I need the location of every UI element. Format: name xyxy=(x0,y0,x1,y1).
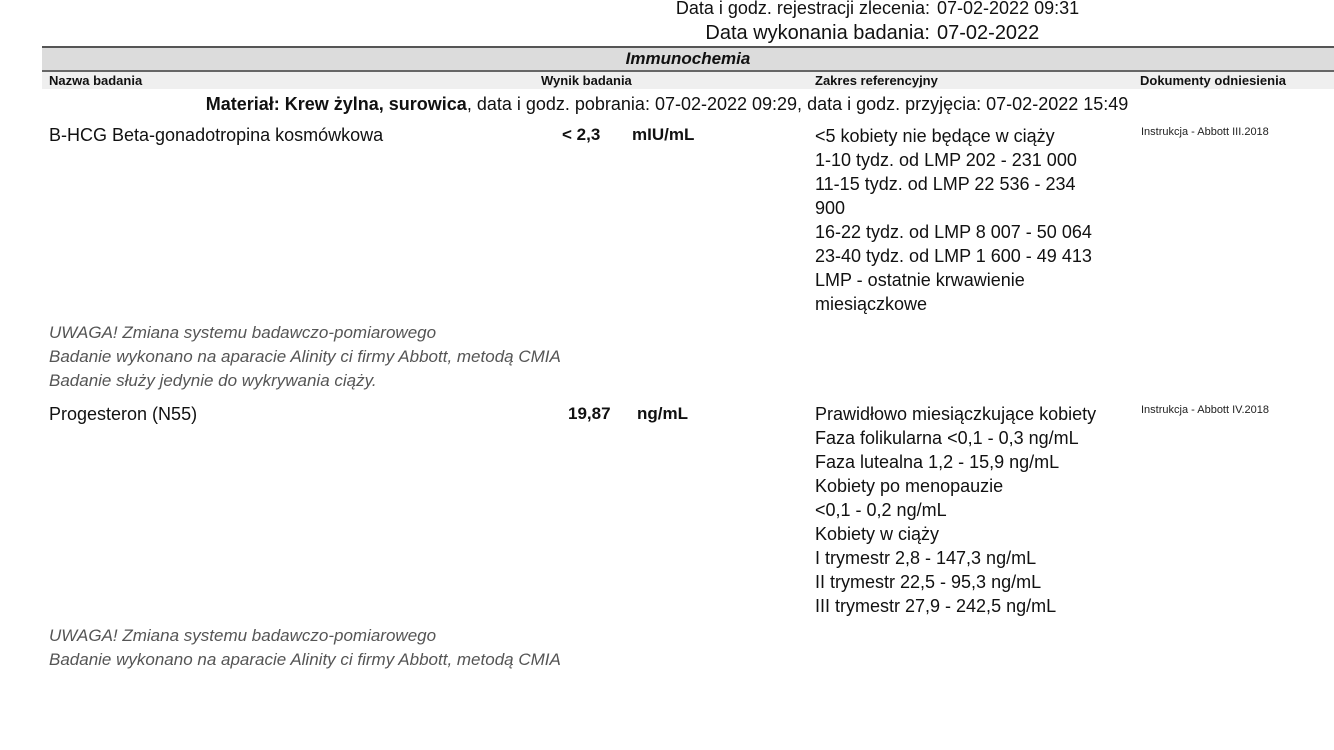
note-line: Badanie służy jedynie do wykrywania ciąży. xyxy=(49,371,377,390)
execution-value: 07-02-2022 xyxy=(937,22,1040,44)
reference-line: <5 kobiety nie będące w ciąży xyxy=(815,126,1055,146)
note-line: Badanie wykonano na aparacie Alinity ci firmy Abbott, metodą CMIA xyxy=(49,650,561,669)
column-header-documents: Dokumenty odniesienia xyxy=(1140,73,1286,88)
column-header-row xyxy=(42,72,1334,89)
reference-line: Kobiety w ciąży xyxy=(815,524,940,544)
execution-row xyxy=(0,21,1334,45)
test-result-unit: ng/mL xyxy=(637,404,688,423)
reference-line: Prawidłowo miesiączkujące kobiety xyxy=(815,404,1097,424)
section-title: Immunochemia xyxy=(625,49,751,68)
note-line: Badanie wykonano na aparacie Alinity ci firmy Abbott, metodą CMIA xyxy=(49,347,561,366)
reference-line: 11-15 tydz. od LMP 22 536 - 234 xyxy=(815,174,1076,194)
reference-line: 16-22 tydz. od LMP 8 007 - 50 064 xyxy=(815,222,1092,242)
column-header-reference: Zakres referencyjny xyxy=(815,73,938,88)
test-result-value: 19,87 xyxy=(568,404,611,423)
test-result-unit: mIU/mL xyxy=(632,125,695,144)
registration-value: 07-02-2022 09:31 xyxy=(937,0,1080,18)
note-line: UWAGA! Zmiana systemu badawczo-pomiarowego xyxy=(49,323,437,342)
reference-line: II trymestr 22,5 - 95,3 ng/mL xyxy=(815,572,1042,592)
test-result-value: < 2,3 xyxy=(562,125,601,144)
material-type: Materiał: Krew żylna, surowica xyxy=(205,94,467,114)
reference-line: Faza lutealna 1,2 - 15,9 ng/mL xyxy=(815,452,1060,472)
execution-label: Data wykonania badania: xyxy=(705,22,930,44)
test-name: B-HCG Beta-gonadotropina kosmówkowa xyxy=(49,125,384,145)
test-notes xyxy=(49,624,561,672)
reference-line: LMP - ostatnie krwawienie xyxy=(815,270,1025,290)
reference-line: Kobiety po menopauzie xyxy=(815,476,1004,496)
reference-line: 23-40 tydz. od LMP 1 600 - 49 413 xyxy=(815,246,1092,266)
material-line xyxy=(0,93,1334,115)
reference-line: III trymestr 27,9 - 242,5 ng/mL xyxy=(815,596,1057,616)
column-header-name: Nazwa badania xyxy=(49,73,143,88)
note-line: UWAGA! Zmiana systemu badawczo-pomiarowego xyxy=(49,626,437,645)
registration-label: Data i godz. rejestracji zlecenia: xyxy=(675,0,930,18)
reference-line: 1-10 tydz. od LMP 202 - 231 000 xyxy=(815,150,1077,170)
material-dates: , data i godz. pobrania: 07-02-2022 09:29, data i godz. przyjęcia: 07-02-2022 15:49 xyxy=(466,94,1129,114)
test-name: Progesteron (N55) xyxy=(49,404,198,424)
reference-line: miesiączkowe xyxy=(815,294,928,314)
reference-range xyxy=(815,402,1096,618)
reference-range xyxy=(815,124,1092,316)
reference-line: Faza folikularna <0,1 - 0,3 ng/mL xyxy=(815,428,1079,448)
reference-line: 900 xyxy=(815,198,846,218)
section-band xyxy=(42,46,1334,72)
registration-row xyxy=(0,0,1334,19)
reference-document: Instrukcja - Abbott III.2018 xyxy=(1141,126,1269,138)
test-notes xyxy=(49,321,561,393)
column-header-result: Wynik badania xyxy=(541,73,632,88)
reference-line: I trymestr 2,8 - 147,3 ng/mL xyxy=(815,548,1037,568)
reference-document: Instrukcja - Abbott IV.2018 xyxy=(1141,404,1270,416)
reference-line: <0,1 - 0,2 ng/mL xyxy=(815,500,947,520)
